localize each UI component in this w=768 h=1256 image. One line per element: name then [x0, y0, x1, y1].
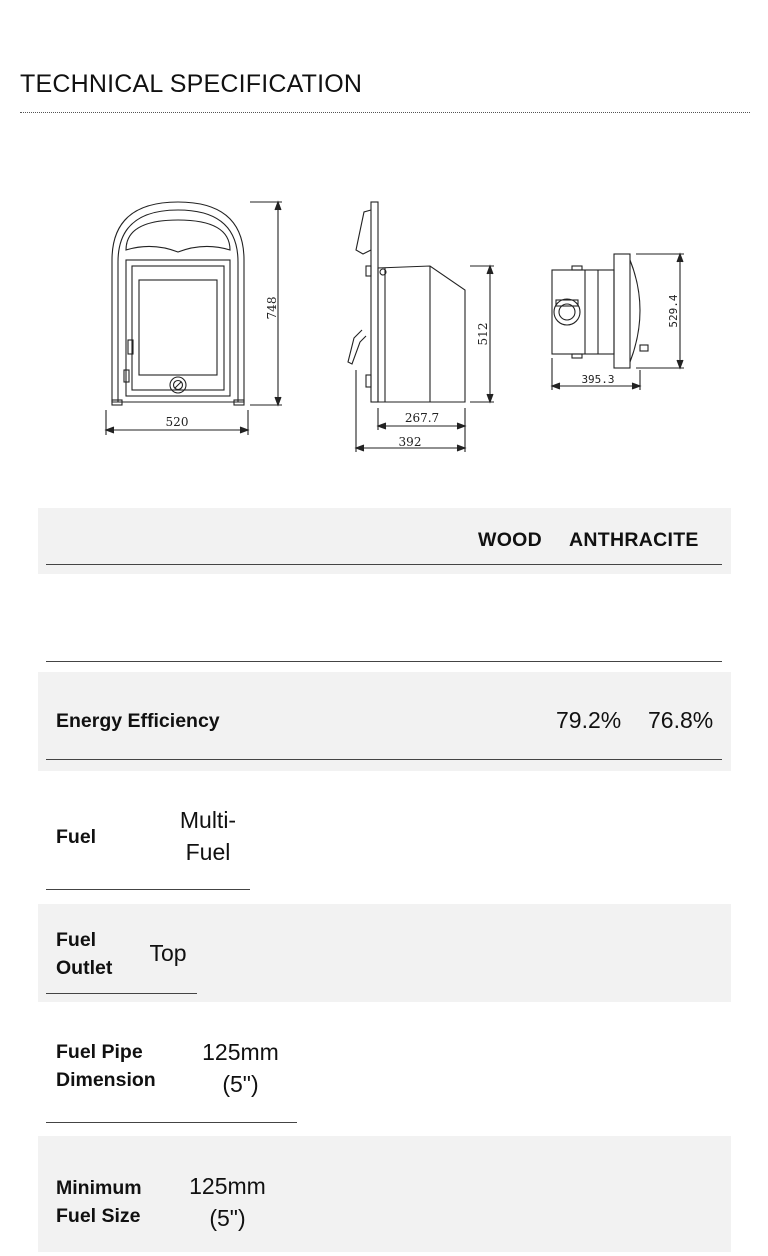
stove-dimension-drawing [0, 190, 768, 470]
table-row [38, 1002, 731, 1136]
column-header-anthracite: ANTHRACITE [569, 529, 699, 551]
table-row [38, 672, 731, 771]
row-value: Top [149, 940, 187, 966]
front-height-dim: 748 [265, 296, 279, 320]
top-depth-dim: 395.3 [581, 373, 615, 386]
table-header-row [38, 508, 731, 574]
title-divider [20, 112, 750, 113]
table-row [38, 904, 731, 1002]
row-value-anthracite: 76.8% [648, 707, 714, 733]
front-view [106, 202, 282, 435]
top-width-dim: 529.4 [667, 294, 680, 328]
row-value: 125mm (5") [202, 1039, 279, 1097]
row-label: Fuel Outlet [56, 929, 113, 979]
side-height-dim: 512 [476, 322, 490, 346]
side-depth-dim: 392 [398, 435, 422, 449]
row-label: Fuel [56, 826, 97, 848]
table-row [38, 1136, 731, 1252]
row-label: Energy Efficiency [56, 710, 220, 732]
table-row [38, 771, 731, 904]
side-inner-depth-dim: 267.7 [404, 411, 440, 425]
top-view [552, 254, 684, 390]
row-value: Multi- Fuel [179, 807, 237, 865]
table-row [38, 574, 731, 672]
front-width-dim: 520 [165, 415, 189, 429]
row-value: 125mm (5") [189, 1173, 266, 1231]
row-value-wood: 79.2% [556, 707, 622, 733]
page-title: TECHNICAL SPECIFICATION [20, 70, 363, 98]
column-header-wood: WOOD [478, 529, 543, 551]
spec-table [38, 508, 731, 1252]
row-label: Fuel Pipe Dimension [56, 1041, 156, 1091]
row-label: Minimum Fuel Size [56, 1177, 142, 1227]
